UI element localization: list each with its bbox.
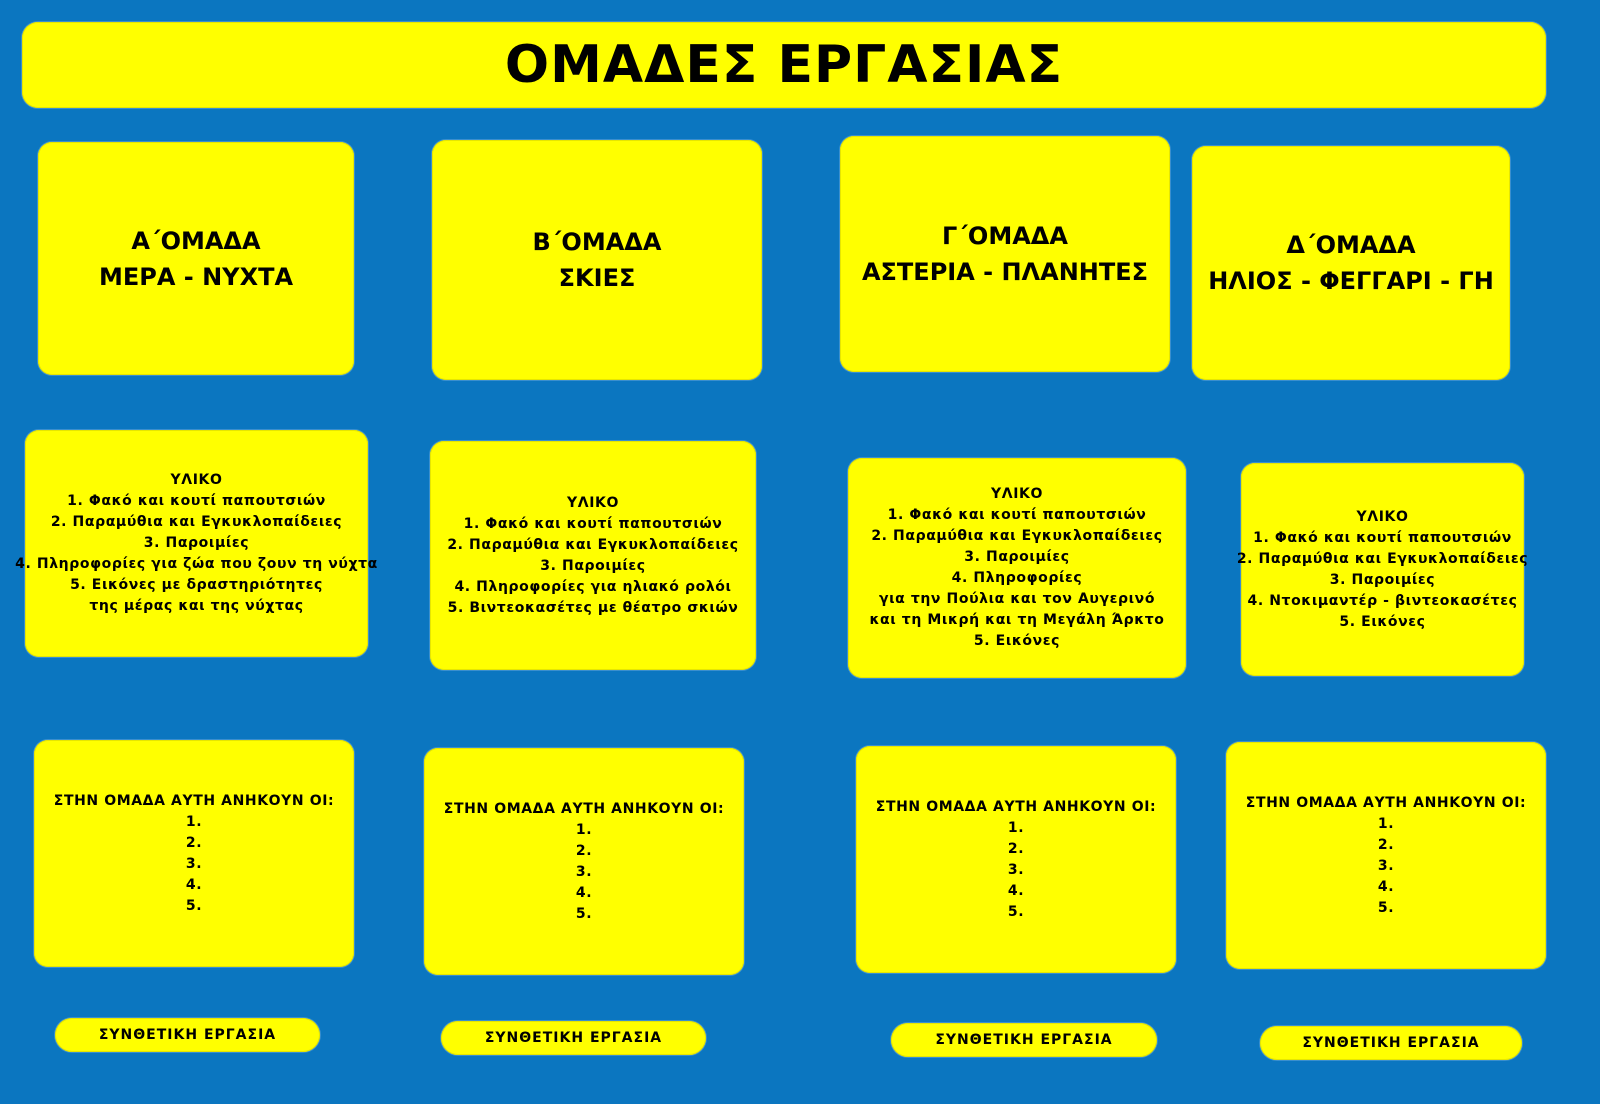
material-item: 3. Παροιμίες xyxy=(964,549,1070,565)
group-topic: ΜΕΡΑ - ΝΥΧΤΑ xyxy=(98,262,294,291)
synthetic-task-text: ΣΥΝΘΕΤΙΚΗ ΕΡΓΑΣΙΑ xyxy=(98,1027,277,1043)
material-item: και τη Μικρή και τη Μεγάλη Άρκτο xyxy=(869,612,1165,628)
group-name: Γ΄ΟΜΑΔΑ xyxy=(942,222,1068,250)
material-item: 1. Φακό και κουτί παπουτσιών xyxy=(463,515,723,532)
material-item: 2. Παραμύθια και Εγκυκλοπαίδειες xyxy=(1236,550,1529,567)
member-slot: 1. xyxy=(185,813,203,830)
member-slot: 3. xyxy=(575,863,593,880)
synthetic-task-label xyxy=(441,1021,706,1055)
synthetic-task-label xyxy=(55,1018,320,1052)
group-header-card xyxy=(1192,146,1510,380)
group-topic: ΗΛΙΟΣ - ΦΕΓΓΑΡΙ - ΓΗ xyxy=(1208,267,1494,295)
material-item: 1. Φακό και κουτί παπουτσιών xyxy=(1253,529,1512,546)
member-slot: 3. xyxy=(1007,861,1025,878)
members-heading: ΣΤΗΝ ΟΜΑΔΑ ΑΥΤΗ ΑΝΗΚΟΥΝ ΟΙ: xyxy=(443,800,725,817)
member-slot: 1. xyxy=(1007,819,1025,836)
material-item: 4. Πληροφορίες xyxy=(951,570,1083,586)
material-item: 5. Εικόνες με δραστηριότητες xyxy=(70,577,323,593)
material-item: 5. Εικόνες xyxy=(1339,613,1426,630)
member-slot: 1. xyxy=(575,821,593,838)
members-card xyxy=(34,740,354,967)
materials-heading: ΥΛΙΚΟ xyxy=(991,486,1043,502)
member-slot: 2. xyxy=(575,842,593,859)
material-item: 2. Παραμύθια και Εγκυκλοπαίδειες xyxy=(447,536,739,553)
member-slot: 4. xyxy=(575,884,593,901)
group-header-card xyxy=(432,140,762,380)
member-slot: 4. xyxy=(1007,882,1025,899)
material-item: 3. Παροιμίες xyxy=(540,557,646,574)
materials-heading: ΥΛΙΚΟ xyxy=(170,472,223,488)
member-slot: 4. xyxy=(185,876,203,893)
material-item: 3. Παροιμίες xyxy=(143,535,250,551)
member-slot: 2. xyxy=(1007,840,1025,857)
synthetic-task-label xyxy=(1260,1026,1522,1060)
materials-card xyxy=(430,441,756,670)
members-heading: ΣΤΗΝ ΟΜΑΔΑ ΑΥΤΗ ΑΝΗΚΟΥΝ ΟΙ: xyxy=(1245,794,1527,811)
member-slot: 5. xyxy=(1377,899,1395,916)
synthetic-task-label xyxy=(891,1023,1157,1057)
materials-card xyxy=(1236,463,1529,676)
material-item: 3. Παροιμίες xyxy=(1329,571,1436,588)
material-item: για την Πούλια και τον Αυγερινό xyxy=(878,591,1156,607)
synthetic-task-text: ΣΥΝΘΕΤΙΚΗ ΕΡΓΑΣΙΑ xyxy=(935,1032,1113,1048)
group-topic: ΑΣΤΕΡΙΑ - ΠΛΑΝΗΤΕΣ xyxy=(861,258,1149,286)
group-header-card xyxy=(38,142,354,375)
material-item: 5. Βιντεοκασέτες με θέατρο σκιών xyxy=(447,599,739,616)
member-slot: 2. xyxy=(185,834,203,851)
materials-card xyxy=(848,458,1186,678)
materials-card xyxy=(15,430,378,657)
group-name: Α΄ΟΜΑΔΑ xyxy=(131,226,261,255)
material-item: 1. Φακό και κουτί παπουτσιών xyxy=(67,493,326,509)
material-item: 4. Ντοκιμαντέρ - βιντεοκασέτες xyxy=(1247,592,1518,609)
group-name: Δ΄ΟΜΑΔΑ xyxy=(1286,231,1416,259)
members-heading: ΣΤΗΝ ΟΜΑΔΑ ΑΥΤΗ ΑΝΗΚΟΥΝ ΟΙ: xyxy=(875,798,1157,815)
group-topic: ΣΚΙΕΣ xyxy=(558,264,636,292)
member-slot: 5. xyxy=(185,897,203,914)
title-banner xyxy=(22,22,1546,108)
material-item: 1. Φακό και κουτί παπουτσιών xyxy=(887,507,1147,523)
member-slot: 3. xyxy=(1377,857,1395,874)
members-card xyxy=(856,746,1176,973)
materials-heading: ΥΛΙΚΟ xyxy=(1356,508,1409,525)
members-card xyxy=(1226,742,1546,969)
member-slot: 2. xyxy=(1377,836,1395,853)
member-slot: 4. xyxy=(1377,878,1395,895)
synthetic-task-text: ΣΥΝΘΕΤΙΚΗ ΕΡΓΑΣΙΑ xyxy=(484,1030,663,1046)
page-title: ΟΜΑΔΕΣ ΕΡΓΑΣΙΑΣ xyxy=(504,35,1064,95)
member-slot: 3. xyxy=(185,855,203,872)
material-item: 5. Εικόνες xyxy=(973,633,1061,649)
member-slot: 5. xyxy=(1007,903,1025,920)
material-item: της μέρας και της νύχτας xyxy=(89,598,304,614)
synthetic-task-text: ΣΥΝΘΕΤΙΚΗ ΕΡΓΑΣΙΑ xyxy=(1302,1035,1480,1051)
material-item: 4. Πληροφορίες για ζώα που ζουν τη νύχτα xyxy=(15,556,378,572)
material-item: 4. Πληροφορίες για ηλιακό ρολόι xyxy=(454,578,732,595)
materials-heading: ΥΛΙΚΟ xyxy=(567,494,619,511)
members-heading: ΣΤΗΝ ΟΜΑΔΑ ΑΥΤΗ ΑΝΗΚΟΥΝ ΟΙ: xyxy=(53,792,335,809)
members-card xyxy=(424,748,744,975)
group-name: Β΄ΟΜΑΔΑ xyxy=(532,228,662,256)
material-item: 2. Παραμύθια και Εγκυκλοπαίδειες xyxy=(871,528,1163,544)
member-slot: 1. xyxy=(1377,815,1395,832)
member-slot: 5. xyxy=(575,905,593,922)
material-item: 2. Παραμύθια και Εγκυκλοπαίδειες xyxy=(50,514,343,530)
group-header-card xyxy=(840,136,1170,372)
